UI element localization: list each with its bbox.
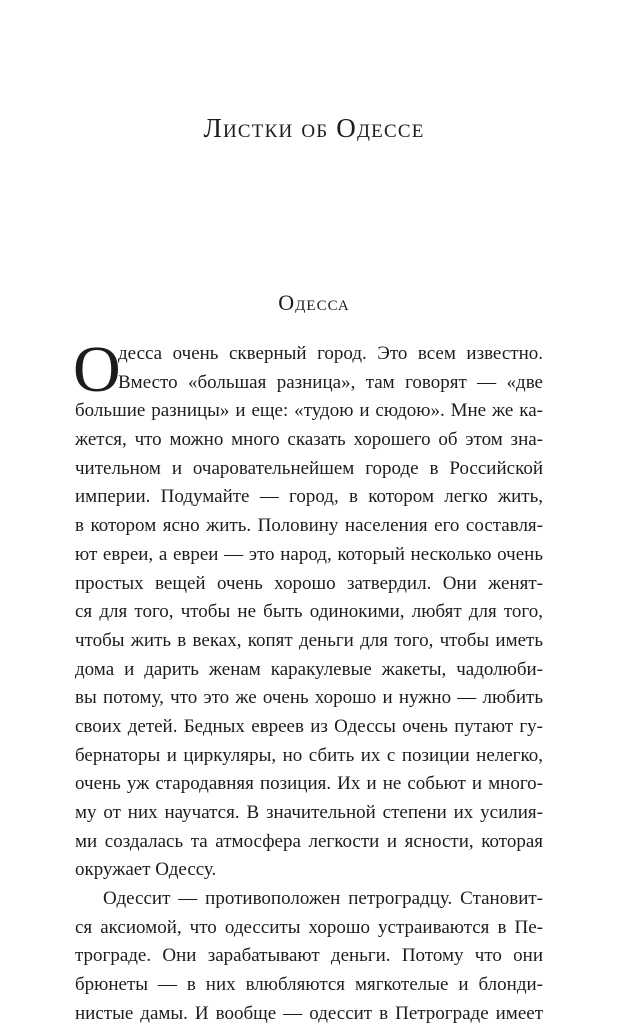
text-line: чительном и очаровательнейшем городе в Российской xyxy=(75,457,543,479)
text-line: простых вещей очень хорошо затвердил. Они женят- xyxy=(75,572,543,594)
paragraph-1 xyxy=(73,333,543,885)
text-line: десса очень скверный город. Это всем известно. xyxy=(118,343,543,364)
text-line: в котором ясно жить. Половину населения его составля- xyxy=(75,515,543,537)
text-line: окружает Одессу. xyxy=(75,859,217,881)
text-line: жется, что можно много сказать хорошего об этом зна- xyxy=(75,429,543,451)
text-line: ся для того, чтобы не быть одинокими, любят для того, xyxy=(75,601,543,623)
text-line: империи. Подумайте — город, в котором легко жить, xyxy=(75,486,543,508)
text-line: ся аксиомой, что одесситы хорошо устраиваются в Пе- xyxy=(75,916,543,938)
chapter-title: Листки об Одессе xyxy=(203,113,425,143)
text-line: Вместо «большая разница», там говорят — «две xyxy=(118,371,543,393)
text-line: большие разницы» и еще: «тудою и сюдою». Мне же ка- xyxy=(75,400,543,422)
text-line: вы потому, что это же очень хорошо и нужно — любить xyxy=(75,687,543,709)
drop-cap-letter: О xyxy=(73,333,121,406)
text-line: му от них научатся. В значительной степени их усилия- xyxy=(75,802,543,823)
text-line: Одессит — противоположен петроградцу. Становит- xyxy=(103,888,543,910)
text-line: нистые дамы. И вообще — одессит в Петрограде имеет xyxy=(75,1002,543,1024)
text-line: брюнеты — в них влюбляются мягкотелые и блонди- xyxy=(75,974,543,996)
paragraph-2 xyxy=(75,885,543,1028)
text-line: ми создалась та атмосфера легкости и ясности, которая xyxy=(75,830,543,852)
text-line: чтобы жить в веках, копят деньги для того, чтобы иметь xyxy=(75,629,543,651)
text-line: дома и дарить женам каракулевые жакеты, чадолюби- xyxy=(75,658,543,680)
section-title: Одесса xyxy=(278,290,350,315)
body-text xyxy=(73,333,543,1029)
text-line: ют евреи, а евреи — это народ, который несколько очень xyxy=(75,543,543,565)
text-line: очень уж стародавняя позиция. Их и не собьют и много- xyxy=(75,773,543,795)
text-line: бернаторы и циркуляры, но сбить их с позиции нелегко, xyxy=(75,744,543,766)
text-line: своих детей. Бедных евреев из Одессы очень путают гу- xyxy=(75,715,543,737)
text-line: трограде. Они зарабатывают деньги. Потому что они xyxy=(75,945,543,967)
